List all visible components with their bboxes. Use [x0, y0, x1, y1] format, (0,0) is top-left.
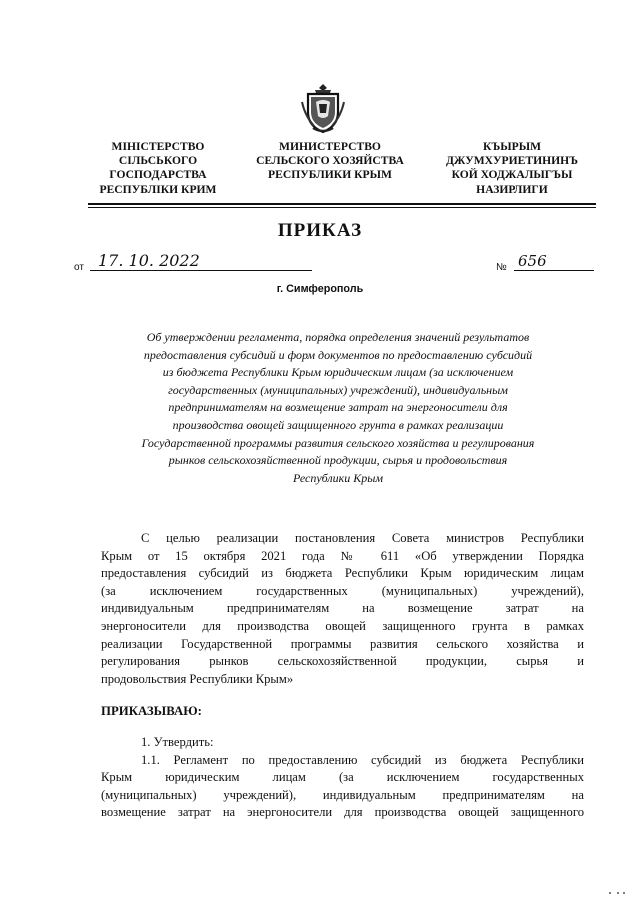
date-value: 17. 10. 2022	[90, 252, 312, 271]
header-divider	[88, 203, 596, 205]
order-subject: Об утверждении регламента, порядка определения значений результатов предоставления субсидий и форм документов по предоставлению субсидий из бюджета Республики Крым юридическим лицам (за исключением государственных (муниципальных) учреждений), индивидуальным предпринимателям на возмещение затрат на энергоносители для производства овощей защищенного грунта в рамках реализации Государственной программы развития сельского хозяйства и регулирования рынков сельскохозяйственной продукции, сырья и продовольствия Республики Крым	[141, 330, 535, 485]
order-items: 1. Утвердить: 1.1. Регламент по предоставлению субсидий из бюджета Республики Крым юридическим лицам (за исключением государственных (муниципальных) учреждений), индивидуальным предпринимателям на возмещение затрат на энергоносители для производства овощей защищенного	[101, 735, 584, 820]
order-word: ПРИКАЗЫВАЮ:	[101, 704, 202, 718]
header-divider-thin	[88, 207, 596, 208]
date-label: от	[74, 262, 84, 273]
header-ukrainian: МІНІСТЕРСТВО СІЛЬСЬКОГО ГОСПОДАРСТВА РЕСПУБЛІКИ КРИМ	[99, 140, 217, 196]
header-crimean-tatar: КЪЫРЫМ ДЖУМХУРИЕТИНИНЪ КОЙ ХОДЖАЛЫГЪЫ НАЗИРЛИГИ	[445, 140, 579, 196]
date-number-line	[74, 252, 594, 276]
coat-of-arms-icon	[300, 82, 346, 134]
document-title: ПРИКАЗ	[277, 220, 363, 241]
ministry-header	[88, 140, 596, 196]
header-russian: МИНИСТЕРСТВО СЕЛЬСКОГО ХОЗЯЙСТВА РЕСПУБЛИКИ КРЫМ	[256, 140, 404, 182]
preamble-paragraph: С целью реализации постановления Совета министров Республики Крым от 15 октября 2021 года № 611 «Об утверждении Порядка предоставления субсидий из бюджета Республики Крым юридическим лицам (за исключением государственных (муниципальных) учреждений), индивидуальным предпринимателям на возмещение затрат на энергоносители для производства овощей защищенного грунта в рамках реализации Государственной программы развития сельского хозяйства и регулирования рынков сельскохозяйственной продукции, сырья и продовольствия Республики Крым»	[101, 531, 584, 686]
page-mark-icon	[606, 889, 626, 897]
number-label: №	[496, 262, 507, 273]
number-value: 656	[514, 252, 594, 271]
city: г. Симферополь	[276, 283, 364, 295]
